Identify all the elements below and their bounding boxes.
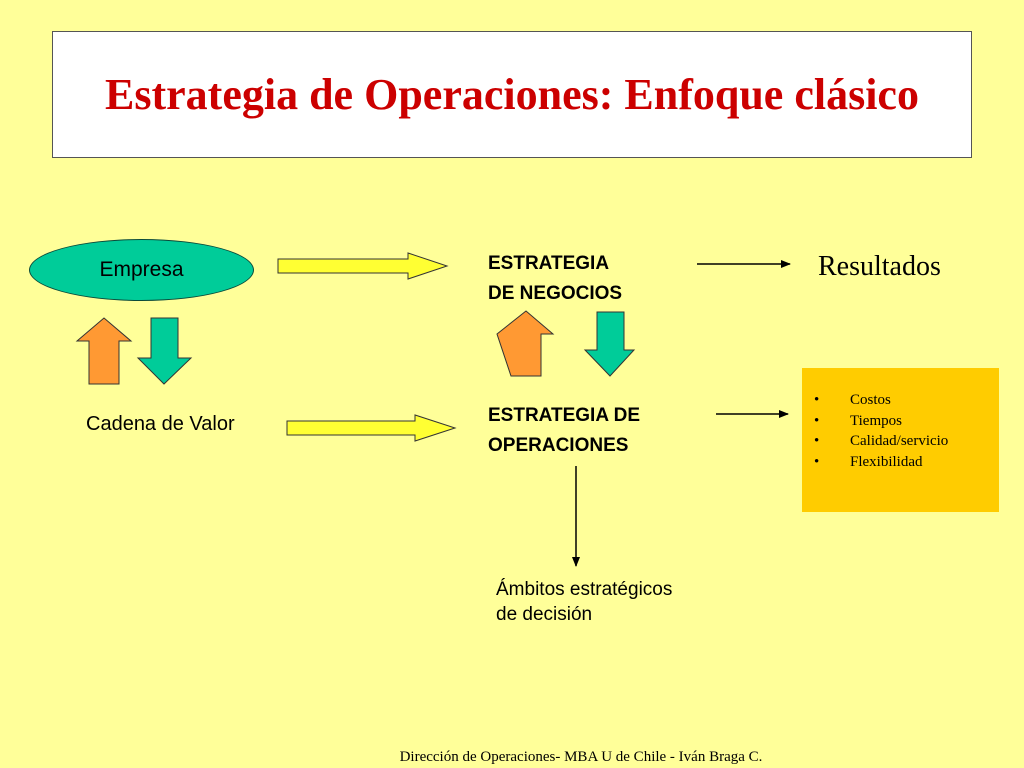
bullet-icon: • bbox=[814, 412, 820, 429]
block-arrow-cadena-to-operaciones bbox=[287, 415, 455, 441]
estrategia-negocios-line-2: DE NEGOCIOS bbox=[488, 283, 623, 304]
priority-calidad: Calidad/servicio bbox=[850, 433, 949, 449]
block-arrow-up-left bbox=[77, 318, 131, 384]
cadena-valor-label: Cadena de Valor bbox=[86, 413, 235, 435]
footer-credit: Dirección de Operaciones- MBA U de Chile - Iván Braga C. bbox=[399, 749, 763, 765]
priority-tiempos: Tiempos bbox=[850, 412, 902, 429]
list-item bbox=[802, 431, 999, 452]
estrategia-operaciones-line-2: OPERACIONES bbox=[488, 435, 629, 456]
bullet-icon: • bbox=[814, 392, 820, 408]
competitive-priorities-list bbox=[802, 390, 999, 472]
ambitos-line-1: Ámbitos estratégicos bbox=[496, 579, 673, 600]
block-arrow-down-left bbox=[138, 318, 191, 384]
empresa-ellipse bbox=[29, 239, 254, 301]
estrategia-operaciones-line-1: ESTRATEGIA DE bbox=[488, 405, 641, 426]
estrategia-operaciones-label bbox=[488, 404, 640, 458]
priority-costos: Costos bbox=[850, 392, 891, 408]
block-arrow-up-middle bbox=[497, 311, 553, 376]
bullet-icon: • bbox=[814, 453, 820, 470]
list-item bbox=[802, 452, 999, 473]
priority-flexibilidad: Flexibilidad bbox=[850, 453, 923, 470]
bullet-icon: • bbox=[814, 433, 820, 449]
resultados-label: Resultados bbox=[818, 251, 941, 282]
block-arrow-down-middle bbox=[585, 312, 634, 376]
page-title: Estrategia de Operaciones: Enfoque clásico bbox=[105, 69, 919, 119]
competitive-priorities-box bbox=[802, 368, 999, 512]
block-arrow-empresa-to-negocios bbox=[278, 253, 447, 279]
ambitos-line-2: de decisión bbox=[496, 604, 593, 625]
list-item bbox=[802, 390, 999, 411]
list-item bbox=[802, 411, 999, 432]
ambitos-label bbox=[496, 577, 672, 627]
estrategia-negocios-line-1: ESTRATEGIA bbox=[488, 253, 610, 274]
empresa-label: Empresa bbox=[99, 258, 184, 281]
estrategia-negocios-label bbox=[488, 252, 622, 306]
